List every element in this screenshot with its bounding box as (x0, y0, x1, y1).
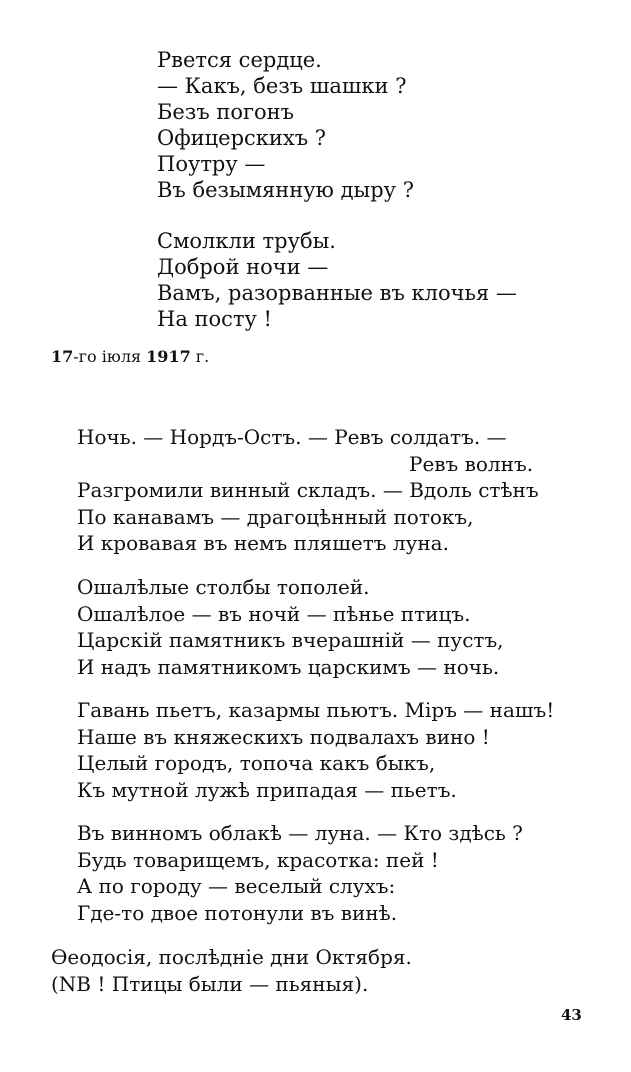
verse-line: А по городу — веселый слухъ: (77, 874, 396, 898)
date-year: 1917 (146, 347, 191, 366)
verse-line: Где-то двое потонули въ винѣ. (77, 900, 398, 925)
verse-line: И надъ памятникомъ царскимъ — ночь. (77, 654, 500, 679)
verse-line: Офицерскихъ ? (157, 126, 327, 150)
verse-line: Доброй ночи — (157, 255, 329, 279)
poem-2-stanza-4 (77, 820, 523, 926)
verse-line: Смолкли трубы. (157, 229, 336, 253)
verse-line: Вамъ, разорванные въ клочья — (157, 281, 517, 305)
verse-line: На посту ! (157, 307, 272, 331)
date-month: -го іюля (73, 347, 147, 366)
verse-line: Къ мутной лужѣ припадая — пьетъ. (77, 777, 457, 802)
date-suffix: г. (190, 347, 210, 366)
poem-2-stanza-2 (77, 574, 504, 680)
verse-line: Въ безымянную дыру ? (157, 178, 414, 202)
poem-1-stanza-1 (157, 47, 414, 203)
footnote-note: (NB ! Птицы были — пьяныя). (51, 971, 369, 996)
verse-line: Ночь. — Нордъ-Остъ. — Ревъ солдатъ. — (77, 425, 507, 449)
verse-line: Наше въ княжескихъ подвалахъ вино ! (77, 724, 490, 749)
verse-line-indented: Ревъ волнъ. (409, 451, 534, 476)
verse-line: Поутру — (157, 152, 266, 176)
poem-1-stanza-2 (157, 228, 517, 332)
verse-line: Разгромили винный складъ. — Вдоль стѣнъ (77, 478, 539, 502)
page-number: 43 (561, 1006, 582, 1024)
verse-line: По канавамъ — драгоцѣнный потокъ, (77, 504, 474, 529)
verse-line: Царскій памятникъ вчерашній — пустъ, (77, 628, 504, 652)
poem-2-stanza-1 (77, 424, 539, 557)
poem-2-stanza-3 (77, 697, 554, 803)
verse-line: И кровавая въ немъ пляшетъ луна. (77, 531, 449, 555)
verse-line: Рвется сердце. (157, 48, 322, 72)
verse-line: Ошалѣлое — въ ночй — пѣнье птицъ. (77, 601, 471, 626)
verse-line: Гавань пьетъ, казармы пьютъ. Міръ — нашъ! (77, 698, 555, 722)
verse-line: — Какъ, безъ шашки ? (157, 74, 407, 98)
poem-2-footnote (51, 944, 412, 997)
verse-line: Въ винномъ облакѣ — луна. — Кто здѣсь ? (77, 821, 523, 845)
date-day: 17 (51, 347, 74, 366)
poem-1-date (51, 347, 209, 367)
verse-line: Будь товарищемъ, красотка: пей ! (77, 847, 439, 872)
verse-line: Ошалѣлые столбы тополей. (77, 575, 370, 599)
verse-line: Целый городъ, топоча какъ быкъ, (77, 751, 436, 775)
verse-line: Безъ погонъ (157, 100, 294, 124)
footnote-place-date: Ѳеодосія, послѣдніе дни Октября. (51, 945, 412, 969)
